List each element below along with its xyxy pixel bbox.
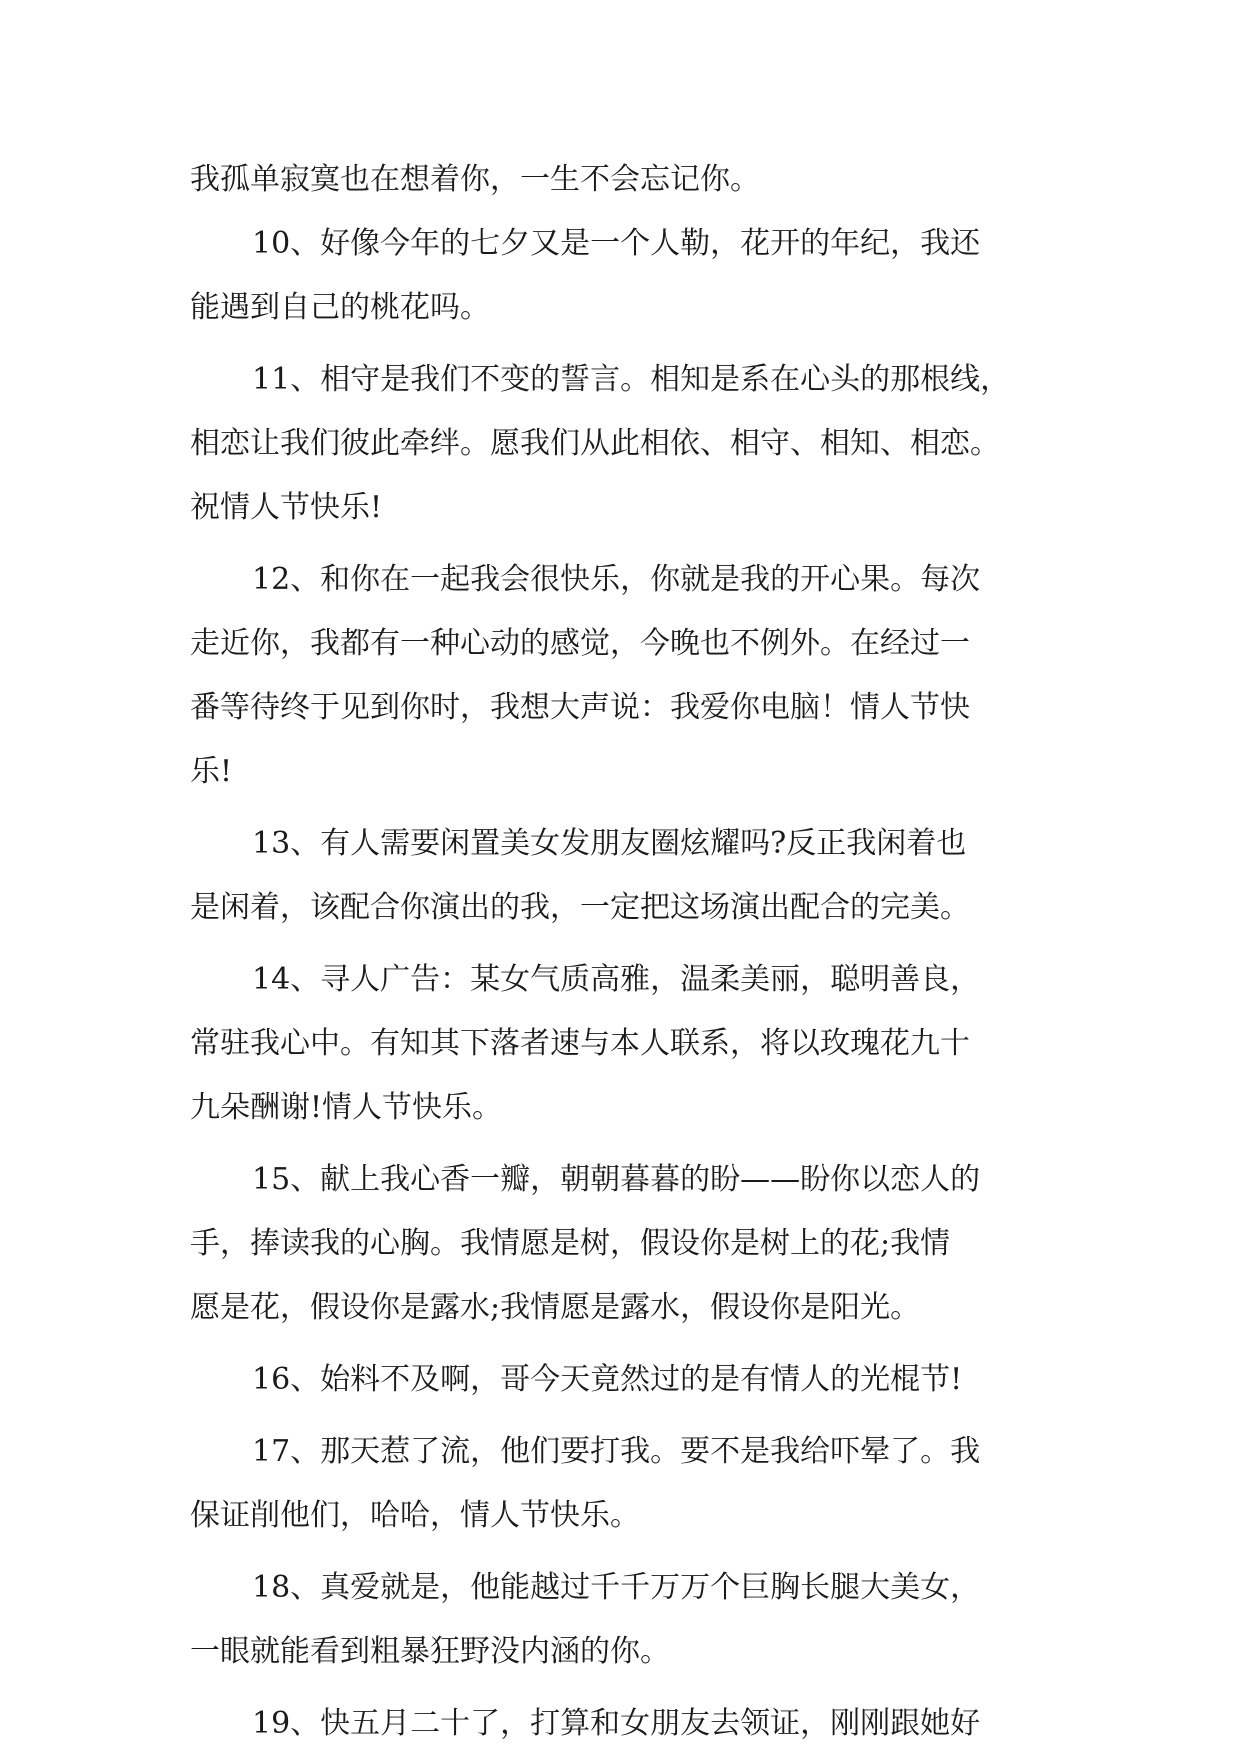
- paragraph-line: 乐!: [190, 754, 233, 789]
- paragraph-line: 祝情人节快乐!: [190, 490, 383, 525]
- paragraph-line: 相恋让我们彼此牵绊。愿我们从此相依、相守、相知、相恋。: [190, 426, 1000, 461]
- paragraph-line: 14、寻人广告：某女气质高雅，温柔美丽，聪明善良，: [252, 962, 981, 997]
- paragraph-line: 12、和你在一起我会很快乐，你就是我的开心果。每次: [252, 562, 981, 597]
- paragraph-line: 16、始料不及啊，哥今天竟然过的是有情人的光棍节!: [252, 1362, 963, 1397]
- paragraph-line: 保证削他们，哈哈，情人节快乐。: [190, 1498, 640, 1533]
- paragraph-line: 是闲着，该配合你演出的我，一定把这场演出配合的完美。: [190, 890, 970, 925]
- paragraph-line: 九朵酬谢!情人节快乐。: [190, 1090, 503, 1125]
- paragraph-line: 10、好像今年的七夕又是一个人勒，花开的年纪，我还: [252, 226, 981, 261]
- paragraph-line: 常驻我心中。有知其下落者速与本人联系，将以玫瑰花九十: [190, 1026, 970, 1061]
- paragraph-line: 我孤单寂寞也在想着你，一生不会忘记你。: [190, 162, 760, 197]
- paragraph-line: 11、相守是我们不变的誓言。相知是系在心头的那根线，: [252, 362, 1011, 397]
- paragraph-line: 17、那天惹了流，他们要打我。要不是我给吓晕了。我: [252, 1434, 981, 1469]
- paragraph-line: 13、有人需要闲置美女发朋友圈炫耀吗?反正我闲着也: [252, 826, 967, 861]
- paragraph-line: 15、献上我心香一瓣，朝朝暮暮的盼——盼你以恋人的: [252, 1162, 981, 1197]
- paragraph-line: 一眼就能看到粗暴狂野没内涵的你。: [190, 1634, 670, 1669]
- paragraph-line: 19、快五月二十了，打算和女朋友去领证，刚刚跟她好: [252, 1706, 981, 1741]
- paragraph-line: 18、真爱就是，他能越过千千万万个巨胸长腿大美女，: [252, 1570, 981, 1605]
- paragraph-line: 能遇到自己的桃花吗。: [190, 290, 490, 325]
- paragraph-line: 番等待终于见到你时，我想大声说：我爱你电脑！情人节快: [190, 690, 970, 725]
- paragraph-line: 走近你，我都有一种心动的感觉，今晚也不例外。在经过一: [190, 626, 970, 661]
- paragraph-line: 愿是花，假设你是露水;我情愿是露水，假设你是阳光。: [190, 1290, 921, 1325]
- paragraph-line: 手，捧读我的心胸。我情愿是树，假设你是树上的花;我情: [190, 1226, 951, 1261]
